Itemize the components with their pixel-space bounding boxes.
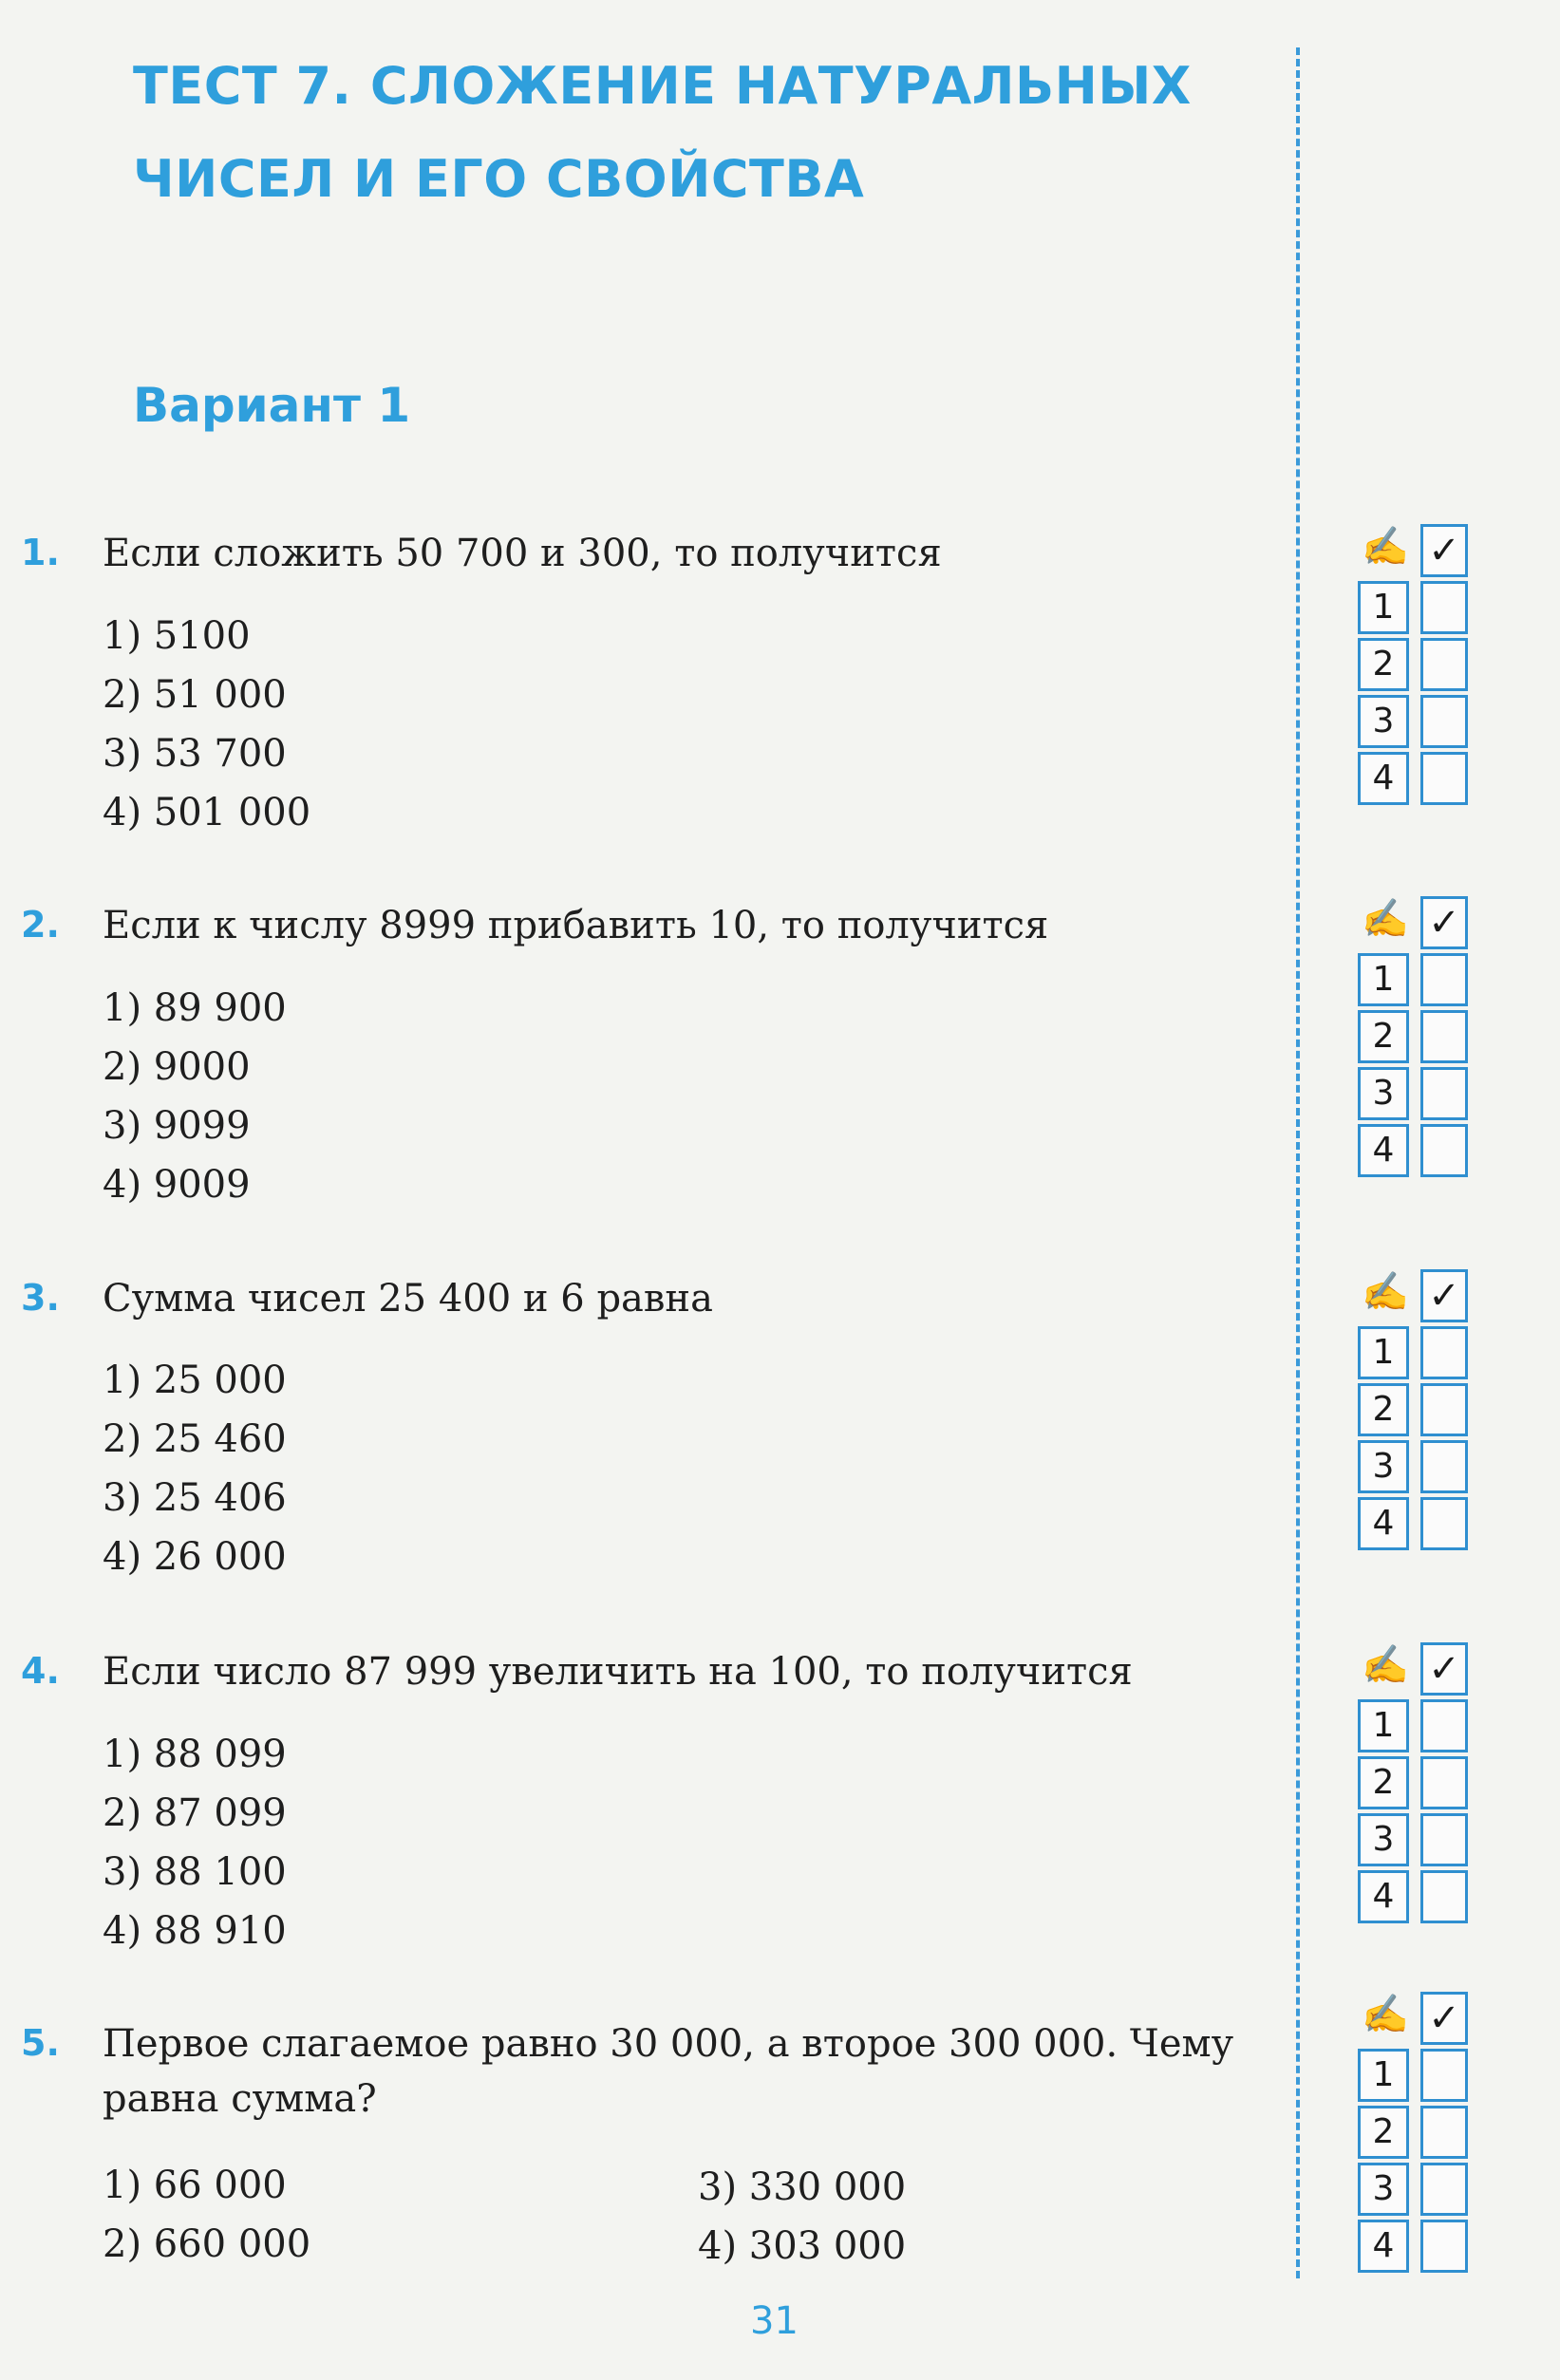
check-mark-icon: ✓ [1420, 1642, 1468, 1696]
answer-checkbox[interactable] [1420, 2049, 1468, 2102]
answer-option: 1) 89 900 [103, 986, 287, 1030]
answer-option: 3) 25 406 [103, 1476, 287, 1520]
answer-option: 4) 88 910 [103, 1909, 287, 1953]
answer-number: 2 [1358, 638, 1409, 691]
answer-number: 2 [1358, 1756, 1409, 1809]
answer-option: 3) 53 700 [103, 732, 287, 776]
check-mark-icon: ✓ [1420, 1992, 1468, 2045]
answer-checkbox[interactable] [1420, 2106, 1468, 2159]
answer-option: 1) 25 000 [103, 1359, 287, 1402]
answer-option: 2) 25 460 [103, 1417, 287, 1461]
title-line-2: ЧИСЕЛ И ЕГО СВОЙСТВА [133, 149, 865, 209]
answer-number: 3 [1358, 1440, 1409, 1493]
answer-option: 4) 303 000 [698, 2224, 907, 2268]
question-number: 4. [21, 1650, 60, 1692]
answer-option: 3) 330 000 [698, 2165, 907, 2209]
title-line-1: ТЕСТ 7. СЛОЖЕНИЕ НАТУРАЛЬНЫХ [133, 56, 1192, 116]
answer-grid-header [1354, 892, 1496, 946]
answer-row[interactable] [1354, 2159, 1496, 2212]
check-mark-icon: ✓ [1420, 896, 1468, 949]
answer-checkbox[interactable] [1420, 1067, 1468, 1120]
question-text: Если число 87 999 увеличить на 100, то получится [103, 1650, 1133, 1694]
writing-hand-icon: ✍ [1362, 525, 1409, 569]
answer-option: 1) 66 000 [103, 2164, 287, 2207]
answer-row[interactable] [1354, 1493, 1496, 1546]
writing-hand-icon: ✍ [1362, 1643, 1409, 1687]
answer-grid-header [1354, 520, 1496, 573]
answer-option: 2) 87 099 [103, 1791, 287, 1835]
answer-row[interactable] [1354, 2045, 1496, 2098]
answer-number: 4 [1358, 1870, 1409, 1923]
answer-checkbox[interactable] [1420, 752, 1468, 805]
question-text: Сумма чисел 25 400 и 6 равна [103, 1277, 713, 1321]
answer-number: 1 [1358, 581, 1409, 634]
answer-checkbox[interactable] [1420, 953, 1468, 1006]
answer-row[interactable] [1354, 691, 1496, 744]
answer-checkbox[interactable] [1420, 581, 1468, 634]
answer-row[interactable] [1354, 577, 1496, 630]
answer-number: 4 [1358, 1497, 1409, 1550]
answer-number: 1 [1358, 2049, 1409, 2102]
answer-grid-header [1354, 1988, 1496, 2041]
answer-checkbox[interactable] [1420, 1326, 1468, 1379]
answer-row[interactable] [1354, 1696, 1496, 1749]
answer-checkbox[interactable] [1420, 1870, 1468, 1923]
answer-checkbox[interactable] [1420, 2163, 1468, 2216]
answer-option: 4) 9009 [103, 1163, 251, 1207]
question-number: 2. [21, 904, 60, 946]
answer-option: 4) 501 000 [103, 791, 311, 834]
answer-checkbox[interactable] [1420, 1383, 1468, 1436]
answer-option: 3) 88 100 [103, 1850, 287, 1894]
answer-number: 2 [1358, 1010, 1409, 1063]
answer-option: 2) 51 000 [103, 673, 287, 717]
answer-number: 4 [1358, 2220, 1409, 2273]
answer-number: 1 [1358, 1699, 1409, 1752]
answer-row[interactable] [1354, 1120, 1496, 1173]
cut-line-divider [1296, 47, 1300, 2278]
answer-number: 1 [1358, 1326, 1409, 1379]
answer-row[interactable] [1354, 1752, 1496, 1806]
question-text: Если к числу 8999 прибавить 10, то получится [103, 904, 1049, 947]
answer-row[interactable] [1354, 1322, 1496, 1376]
answer-checkbox[interactable] [1420, 1440, 1468, 1493]
question-number: 3. [21, 1277, 60, 1319]
answer-number: 3 [1358, 1813, 1409, 1866]
answer-row[interactable] [1354, 2216, 1496, 2269]
answer-grid-header [1354, 1639, 1496, 1692]
answer-row[interactable] [1354, 748, 1496, 801]
answer-row[interactable] [1354, 1006, 1496, 1059]
answer-row[interactable] [1354, 634, 1496, 687]
answer-number: 3 [1358, 695, 1409, 748]
question-text: Если сложить 50 700 и 300, то получится [103, 532, 942, 575]
answer-row[interactable] [1354, 1063, 1496, 1116]
answer-number: 2 [1358, 1383, 1409, 1436]
answer-checkbox[interactable] [1420, 695, 1468, 748]
answer-option: 1) 88 099 [103, 1733, 287, 1776]
answer-option: 4) 26 000 [103, 1535, 287, 1579]
answer-option: 2) 660 000 [103, 2222, 311, 2266]
variant-heading: Вариант 1 [133, 378, 411, 433]
answer-number: 3 [1358, 2163, 1409, 2216]
answer-row[interactable] [1354, 1379, 1496, 1433]
answer-checkbox[interactable] [1420, 638, 1468, 691]
answer-number: 4 [1358, 752, 1409, 805]
answer-number: 2 [1358, 2106, 1409, 2159]
answer-checkbox[interactable] [1420, 1699, 1468, 1752]
answer-checkbox[interactable] [1420, 1497, 1468, 1550]
answer-number: 3 [1358, 1067, 1409, 1120]
answer-row[interactable] [1354, 1809, 1496, 1863]
check-mark-icon: ✓ [1420, 1269, 1468, 1322]
writing-hand-icon: ✍ [1362, 1270, 1409, 1314]
page-number: 31 [750, 2299, 799, 2343]
answer-option: 2) 9000 [103, 1045, 251, 1089]
answer-number: 4 [1358, 1124, 1409, 1177]
answer-checkbox[interactable] [1420, 2220, 1468, 2273]
answer-row[interactable] [1354, 949, 1496, 1003]
answer-grid-header [1354, 1265, 1496, 1319]
answer-checkbox[interactable] [1420, 1756, 1468, 1809]
writing-hand-icon: ✍ [1362, 1993, 1409, 2036]
writing-hand-icon: ✍ [1362, 897, 1409, 941]
check-mark-icon: ✓ [1420, 524, 1468, 577]
answer-row[interactable] [1354, 1866, 1496, 1920]
question-number: 5. [21, 2022, 60, 2064]
answer-number: 1 [1358, 953, 1409, 1006]
question-text: Первое слагаемое равно 30 000, а второе 300 000. Чему равна сумма? [103, 2022, 1234, 2121]
answer-option: 3) 9099 [103, 1104, 251, 1148]
answer-row[interactable] [1354, 2102, 1496, 2155]
answer-checkbox[interactable] [1420, 1813, 1468, 1866]
page-title [133, 40, 1192, 226]
answer-checkbox[interactable] [1420, 1124, 1468, 1177]
answer-option: 1) 5100 [103, 614, 251, 658]
question-number: 1. [21, 532, 60, 573]
answer-row[interactable] [1354, 1436, 1496, 1490]
answer-checkbox[interactable] [1420, 1010, 1468, 1063]
